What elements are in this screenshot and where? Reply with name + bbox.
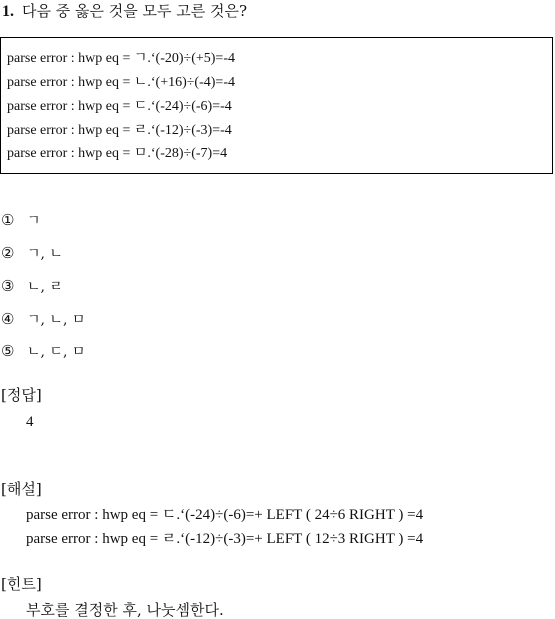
hint-text: 부호를 결정한 후, 나눗셈한다. <box>26 601 224 619</box>
hint-label: [힌트] <box>1 575 42 593</box>
question-text: 다음 중 옳은 것을 모두 고른 것은? <box>22 2 248 20</box>
choice-mark: ① <box>1 211 15 229</box>
choice-4[interactable] <box>1 310 85 329</box>
choice-mark: ③ <box>1 277 15 295</box>
choice-mark: ② <box>1 244 15 262</box>
statement-line: parse error : hwp eq = ㄴ.‘(+16)÷(-4)=-4 <box>7 75 235 90</box>
question-title <box>2 2 247 21</box>
statement-line: parse error : hwp eq = ㄷ.‘(-24)÷(-6)=-4 <box>7 99 232 114</box>
question-number: 1. <box>2 3 14 20</box>
choice-text: ㄱ, ㄴ <box>27 246 63 262</box>
choice-mark: ④ <box>1 310 15 328</box>
statement-box <box>0 37 553 174</box>
choice-text: ㄱ <box>27 213 41 229</box>
statement-line: parse error : hwp eq = ㅁ.‘(-28)÷(-7)=4 <box>7 146 228 161</box>
choice-5[interactable] <box>1 342 85 361</box>
statement-line: parse error : hwp eq = ㄹ.‘(-12)÷(-3)=-4 <box>7 123 232 138</box>
choice-text: ㄴ, ㄷ, ㅁ <box>27 344 86 360</box>
choice-1[interactable] <box>1 211 41 230</box>
explanation-label: [해설] <box>1 480 42 498</box>
choice-3[interactable] <box>1 277 63 296</box>
explanation-line: parse error : hwp eq = ㄹ.‘(-12)÷(-3)=+ LEFT ( 12÷3 RIGHT ) =4 <box>26 531 424 547</box>
choice-mark: ⑤ <box>1 342 15 360</box>
explanation-line: parse error : hwp eq = ㄷ.‘(-24)÷(-6)=+ LEFT ( 24÷6 RIGHT ) =4 <box>26 507 424 523</box>
choice-2[interactable] <box>1 244 63 263</box>
statement-line: parse error : hwp eq = ㄱ.‘(-20)÷(+5)=-4 <box>7 51 235 66</box>
choice-text: ㄴ, ㄹ <box>27 279 63 295</box>
choice-text: ㄱ, ㄴ, ㅁ <box>27 312 86 328</box>
answer-value: 4 <box>26 414 34 430</box>
answer-label: [정답] <box>1 386 42 404</box>
